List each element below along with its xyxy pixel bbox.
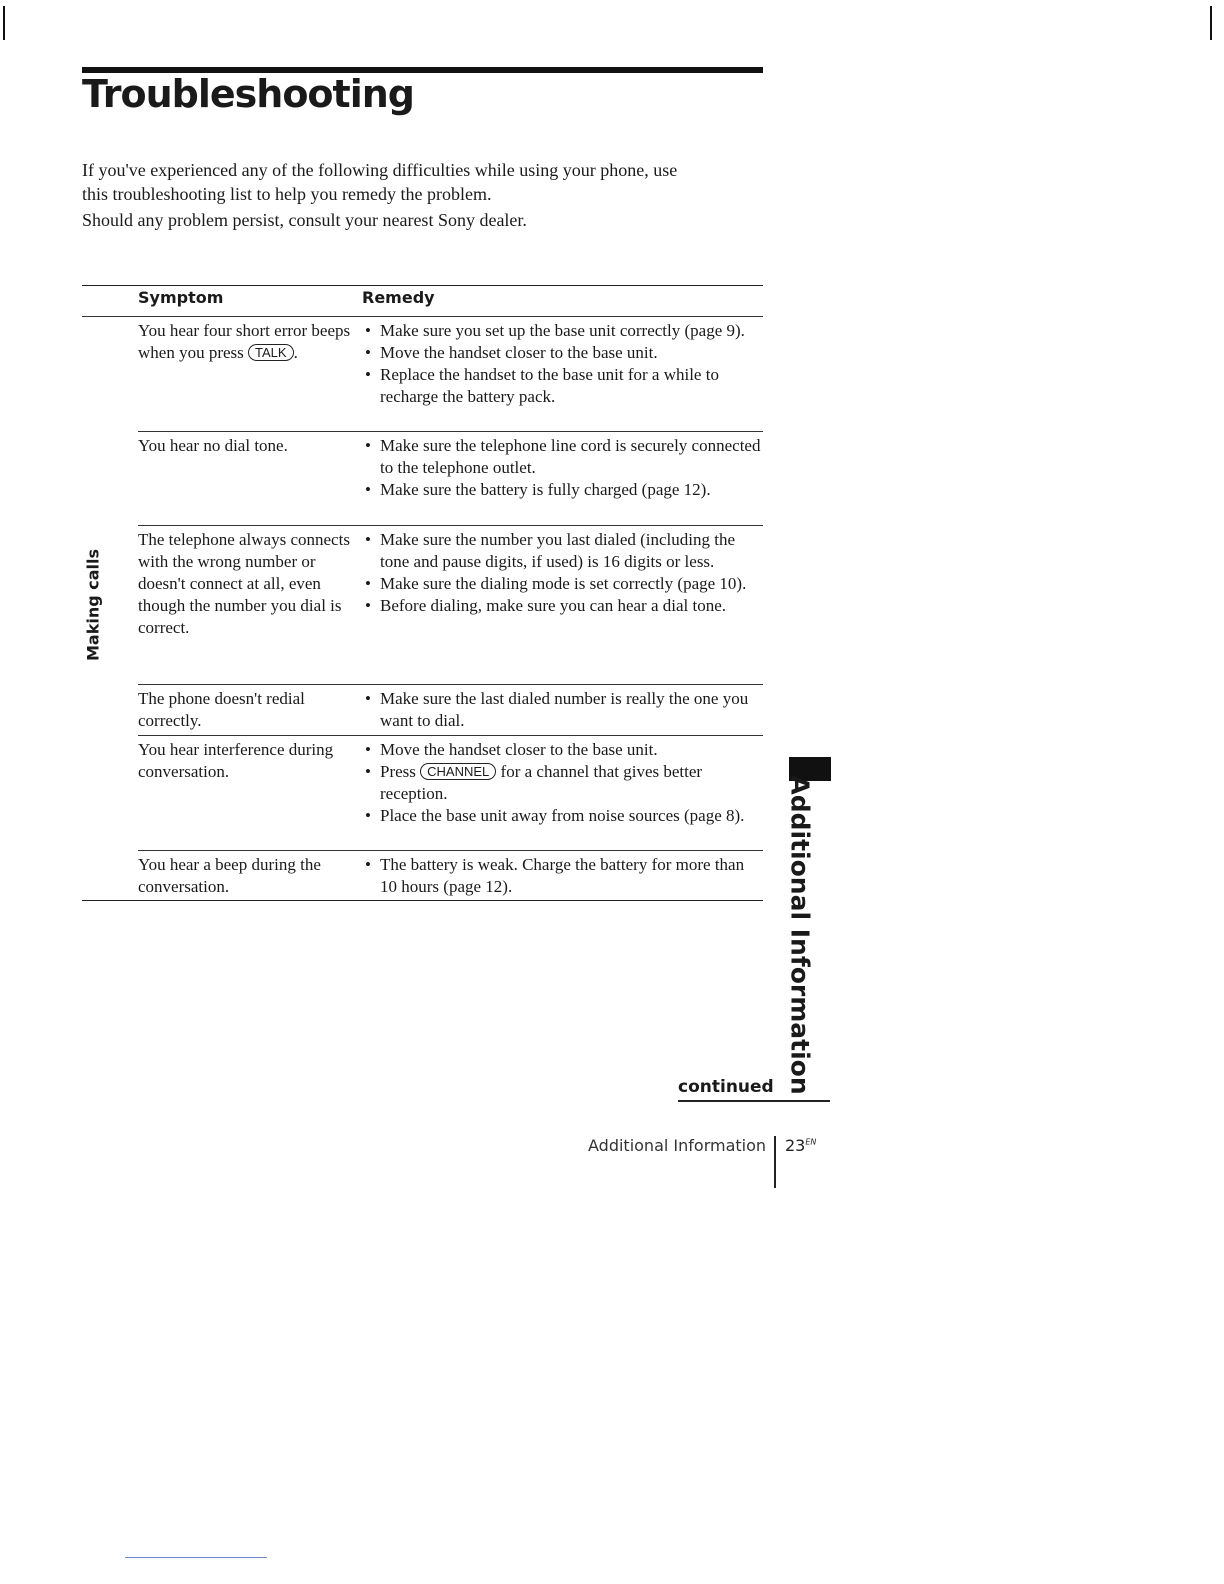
press-rest: for a channel that gives better reception.	[380, 762, 703, 803]
remedy-item: • Make sure the battery is fully charged (page 12).	[362, 479, 762, 501]
remedy-item: • Place the base unit away from noise sources (page 8).	[362, 805, 762, 827]
remedy-item: • Replace the handset to the base unit for a while to recharge the battery pack.	[362, 364, 762, 408]
troubleshooting-table	[82, 285, 763, 901]
table-row	[138, 526, 763, 685]
intro-text	[82, 158, 682, 232]
remedy-item: • Make sure the last dialed number is really the one you want to dial.	[362, 688, 762, 732]
press-word: Press	[380, 762, 416, 781]
table-bottom-rule	[82, 900, 763, 901]
side-tab-additional-information: Additional Information	[785, 775, 815, 1095]
remedy-cell	[362, 854, 762, 896]
page-title: Troubleshooting	[82, 72, 414, 116]
footer-divider	[774, 1136, 776, 1188]
continued-rule	[678, 1100, 830, 1102]
page-number	[785, 1136, 816, 1155]
remedy-cell	[362, 529, 762, 679]
remedy-item: • Make sure the dialing mode is set correctly (page 10).	[362, 573, 762, 595]
footer-section: Additional Information	[588, 1136, 767, 1155]
symptom-cell: The phone doesn't redial correctly.	[138, 689, 305, 730]
symptom-cell: You hear a beep during the conversation.	[138, 855, 321, 896]
symptom-cell: You hear no dial tone.	[138, 436, 288, 455]
remedy-item: • Make sure the number you last dialed (including the tone and pause digits, if used) is 16 digits or less.	[362, 529, 762, 573]
crop-mark-left	[3, 6, 5, 40]
remedy-cell	[362, 688, 762, 730]
remedy-item: • Move the handset closer to the base unit.	[362, 739, 762, 761]
table-row	[138, 317, 763, 432]
remedy-item: • Make sure the telephone line cord is securely connected to the telephone outlet.	[362, 435, 762, 479]
table-header	[82, 285, 763, 317]
remedy-cell	[362, 435, 762, 520]
remedy-cell	[362, 320, 762, 426]
remedy-cell	[362, 739, 762, 845]
symptom-cell	[138, 320, 362, 426]
remedy-item	[362, 761, 762, 805]
table-row	[138, 432, 763, 526]
channel-key-icon: CHANNEL	[420, 763, 496, 780]
symptom-cell: The telephone always connects with the wrong number or doesn't connect at all, even though the number you dial is correct.	[138, 530, 350, 637]
intro-paragraph: Should any problem persist, consult your nearest Sony dealer.	[82, 210, 527, 230]
header-remedy: Remedy	[362, 288, 435, 307]
remedy-item: • Make sure you set up the base unit correctly (page 9).	[362, 320, 762, 342]
symptom-text: You hear four short error beeps when you press	[138, 321, 351, 362]
table-row	[138, 736, 763, 851]
crop-mark-right	[1210, 6, 1212, 40]
header-symptom: Symptom	[138, 288, 224, 307]
continued-label: continued	[678, 1077, 774, 1097]
table-row	[138, 851, 763, 901]
symptom-end: .	[293, 343, 298, 362]
table-row	[138, 685, 763, 736]
talk-key-icon: TALK	[248, 344, 294, 361]
remedy-item: • Before dialing, make sure you can hear a dial tone.	[362, 595, 762, 617]
remedy-item: • The battery is weak. Charge the battery for more than 10 hours (page 12).	[362, 854, 762, 898]
symptom-cell: You hear interference during conversation.	[138, 740, 334, 781]
page-suffix: EN	[805, 1137, 817, 1147]
page-number-value: 23	[785, 1136, 806, 1155]
scan-artifact-line	[125, 1557, 267, 1558]
side-tab-making-calls: Making calls	[83, 548, 103, 662]
intro-paragraph: If you've experienced any of the following difficulties while using your phone, use this troubleshooting list to help you remedy the problem.	[82, 160, 678, 204]
remedy-item: • Move the handset closer to the base unit.	[362, 342, 762, 364]
